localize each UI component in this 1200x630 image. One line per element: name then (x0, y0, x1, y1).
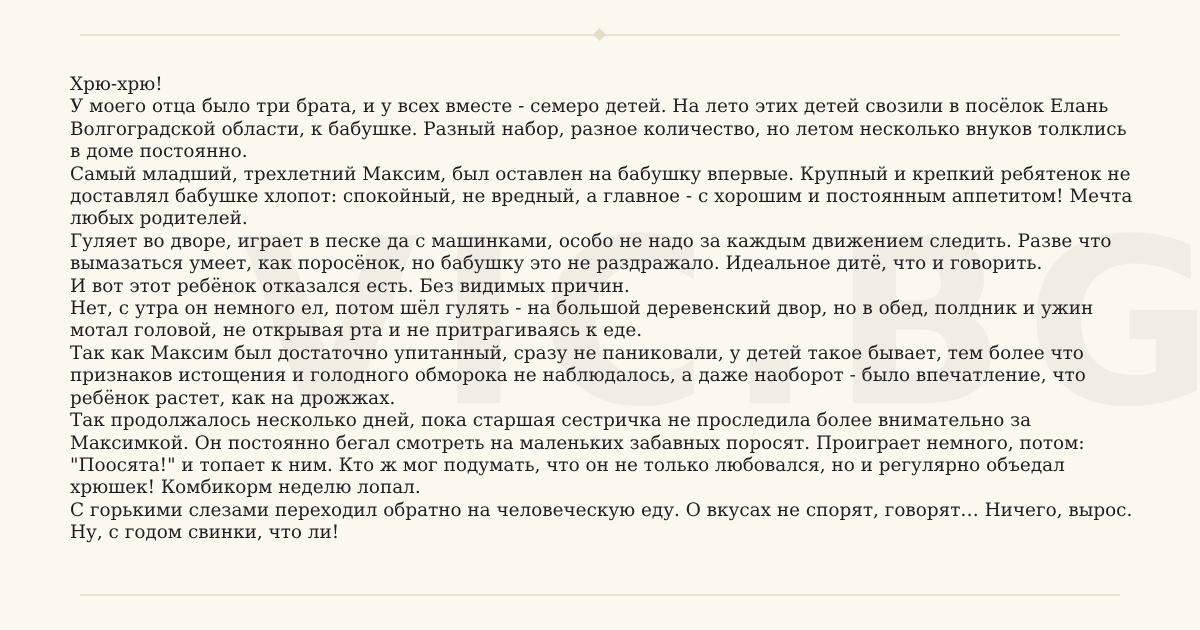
story-paragraph: У моего отца было три брата, и у всех вместе - семеро детей. На лето этих детей свозили в посёлок Елань Волгоградской области, к бабушке. Разный набор, разное количество, но летом несколько внуков толклись в доме постоянно. (70, 96, 1127, 163)
story-closing: Ну, с годом свинки, что ли! (70, 522, 340, 544)
story-paragraph: Так продолжалось несколько дней, пока старшая сестричка не проследила более внимательно за Максимкой. Он постоянно бегал смотреть на маленьких забавных поросят. Проиграет немного, потом: "Поосята!" и топает к ним. Кто ж мог подумать, что он не только любовался, но и регулярно объедал хрюшек! Комбикорм неделю лопал. (70, 410, 1085, 499)
story-paragraph: Нет, с утра он немного ел, потом шёл гулять - на большой деревенский двор, но в обед, полдник и ужин мотал головой, не открывая рта и не притрагиваясь к еде. (70, 298, 1094, 342)
story-paragraph: Так как Максим был достаточно упитанный, сразу не паниковали, у детей такое бывает, тем более что признаков истощения и голодного обморока не наблюдалось, а даже наоборот - было впечатление, что ребёнок растет, как на дрожжах. (70, 342, 1086, 409)
story-paragraph: Гуляет во дворе, играет в песке да с машинками, особо не надо за каждым движением следить. Разве что вымазаться умеет, как поросёнок, но бабушку это не раздражало. Идеальное дитё, что и говорить. (70, 230, 1112, 275)
bottom-divider (80, 594, 1120, 596)
story-greeting: Хрю-хрю! (70, 74, 163, 95)
divider-ornament (593, 28, 606, 41)
story-paragraph: Самый младший, трехлетний Максим, был оставлен на бабушку впервые. Крупный и крепкий ребятенок не доставлял бабушке хлопот: спокойный, не вредный, а главное - с хорошим и постоянным аппетитом! Мечта любых родителей. (70, 163, 1133, 230)
story-paragraph: И вот этот ребёнок отказался есть. Без видимых причин. (70, 275, 630, 297)
story-text (70, 74, 1140, 545)
story-paragraph: С горькими слезами переходил обратно на человеческую еду. О вкусах не спорят, говорят… Ничего, вырос. (70, 499, 1133, 521)
